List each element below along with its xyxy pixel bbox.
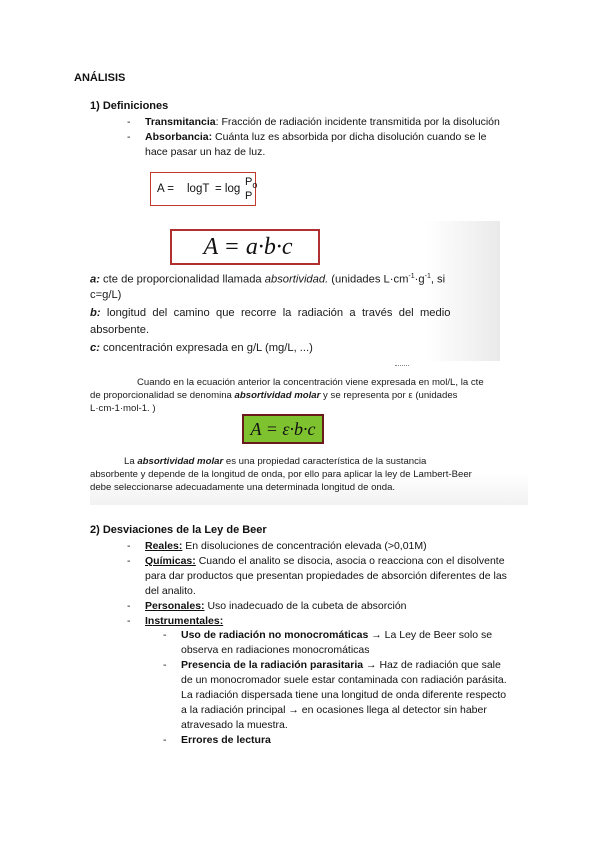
- instrumental-text: → Haz de radiación que sale: [363, 659, 501, 671]
- glossary-key-b: b:: [90, 307, 101, 319]
- instrumental-parasitaria-cont-4: atravesado la muestra.: [181, 719, 288, 731]
- bullet-dash: -: [163, 629, 167, 641]
- molar-paragraph-1-line-2: [90, 390, 457, 403]
- instrumental-parasitaria-cont-1: de un monocromador suele estar contaminada con radiación parásita.: [181, 674, 507, 686]
- definition-transmitancia: [127, 115, 500, 130]
- term-reales: Reales:: [145, 540, 183, 552]
- term-instrumentales: Instrumentales:: [145, 615, 224, 627]
- definition-absorbancia: [127, 130, 487, 145]
- glossary-a: [90, 269, 445, 288]
- term-no-monocromatica: Uso de radiación no monocromáticas: [181, 629, 369, 641]
- formula-eq-log: = log: [215, 183, 241, 195]
- glossary-text: , si: [430, 273, 446, 286]
- formula-denominator: P: [245, 190, 253, 202]
- bullet-dash: -: [127, 615, 131, 627]
- bullet-dash: -: [163, 734, 167, 746]
- glossary-b-cont: absorbente.: [90, 324, 150, 336]
- glossary-text: concentración expresada en g/L (mg/L, ...): [99, 342, 313, 354]
- bullet-dash: -: [163, 659, 167, 671]
- deviation-personales: [127, 599, 407, 614]
- molar-paragraph-1-line-3: L·cm-1·mol-1. ): [90, 403, 156, 414]
- formula-numerator: [245, 176, 257, 188]
- glossary-text: cte de proporcionalidad llamada: [99, 273, 265, 286]
- molar-em: absortividad molar: [234, 390, 321, 401]
- molar-paragraph-2-line-3: debe seleccionarse adecuadamente una determinada longitud de onda.: [90, 482, 396, 493]
- glossary-c: [90, 340, 313, 356]
- term-errores-lectura: Errores de lectura: [181, 734, 271, 746]
- glossary-text: ·g: [414, 273, 425, 286]
- instrumental-parasitaria-cont-2: La radiación dispersada tiene una longitud de onda diferente respecto: [181, 689, 507, 701]
- molar-text: de proporcionalidad se denomina: [90, 390, 235, 401]
- bullet-dash: -: [127, 131, 131, 143]
- formula-num-sub: o: [252, 180, 258, 190]
- instrumental-no-monocromatica-cont: observa en radiaciones monocromáticas: [181, 644, 370, 656]
- deviation-instrumentales: [127, 614, 224, 629]
- beer-law-formula-box: A = a·b·c: [170, 229, 320, 265]
- glossary-text: longitud del camino que recorre la radiación a través del medio: [100, 307, 451, 319]
- deviation-text: Cuando el analito se disocia, asocia o reacciona con el disolvente: [195, 555, 505, 567]
- bullet-dash: -: [127, 540, 131, 552]
- bullet-dash: -: [127, 600, 131, 612]
- deviation-reales: [127, 539, 427, 554]
- definition-absorbancia-cont: hace pasar un haz de luz.: [145, 146, 266, 158]
- glossary-text: (unidades L·cm: [328, 273, 409, 286]
- scan-artifact: [395, 365, 409, 368]
- bullet-dash: -: [127, 116, 131, 128]
- glossary-a-cont: c=g/L): [90, 289, 122, 301]
- deviation-quimicas-cont-2: del analito.: [145, 585, 196, 597]
- page-title: ANÁLISIS: [74, 72, 126, 84]
- deviation-text: En disoluciones de concentración elevada (>0,01M): [182, 540, 427, 552]
- molar-text: y se representa por ε (unidades: [320, 390, 458, 401]
- term-quimicas: Químicas:: [145, 555, 196, 567]
- glossary-key-a: a:: [90, 273, 100, 286]
- deviation-quimicas-cont-1: para dar productos que presentan propiedades de absorción diferentes de las: [145, 570, 507, 582]
- bullet-dash: -: [127, 555, 131, 567]
- molar-paragraph-1-line-1: Cuando en la ecuación anterior la concentración viene expresada en mol/L, la cte: [137, 377, 484, 388]
- glossary-key-c: c:: [90, 342, 100, 354]
- molar-em: absortividad molar: [137, 456, 224, 467]
- instrumental-no-monocromatica: [163, 628, 493, 643]
- glossary-b: [90, 305, 450, 321]
- term-personales: Personales:: [145, 600, 205, 612]
- deviation-quimicas: [127, 554, 505, 569]
- term-parasitaria: Presencia de la radiación parasitaria: [181, 659, 364, 671]
- molar-text: es una propiedad característica de la sustancia: [223, 456, 427, 467]
- formula-num-p: P: [245, 176, 253, 188]
- molar-formula-box: A = ε·b·c: [242, 414, 324, 444]
- glossary-em: absortividad.: [264, 273, 329, 286]
- term-absorbancia: Absorbancia:: [145, 131, 213, 143]
- section-2-heading: 2) Desviaciones de la Ley de Beer: [90, 524, 267, 536]
- definition-text: Cuánta luz es absorbida por dicha disolución cuando se le: [212, 131, 487, 143]
- definition-text: : Fracción de radiación incidente transmitida por la disolución: [215, 116, 500, 128]
- section-1-heading: 1) Definiciones: [90, 100, 169, 112]
- absorbance-formula-box: [150, 172, 256, 206]
- instrumental-text: → La Ley de Beer solo se: [368, 629, 493, 641]
- instrumental-parasitaria: [163, 658, 501, 673]
- instrumental-errores-lectura: [163, 733, 271, 748]
- molar-paragraph-2-line-2: absorbente y depende de la longitud de onda, por ello para aplicar la ley de Lambert-Beer: [90, 469, 472, 480]
- formula-lhs: A =: [157, 183, 174, 195]
- glossary-sup: -1: [408, 273, 415, 280]
- formula-logt: logT: [187, 183, 210, 195]
- deviation-text: Uso inadecuado de la cubeta de absorción: [204, 600, 407, 612]
- glossary-sup: -1: [424, 273, 431, 280]
- molar-paragraph-2-line-1: [124, 456, 426, 469]
- molar-text: La: [124, 456, 138, 467]
- term-transmitancia: Transmitancia: [145, 116, 216, 128]
- instrumental-parasitaria-cont-3: a la radiación principal → en ocasiones llega al detector sin haber: [181, 704, 487, 716]
